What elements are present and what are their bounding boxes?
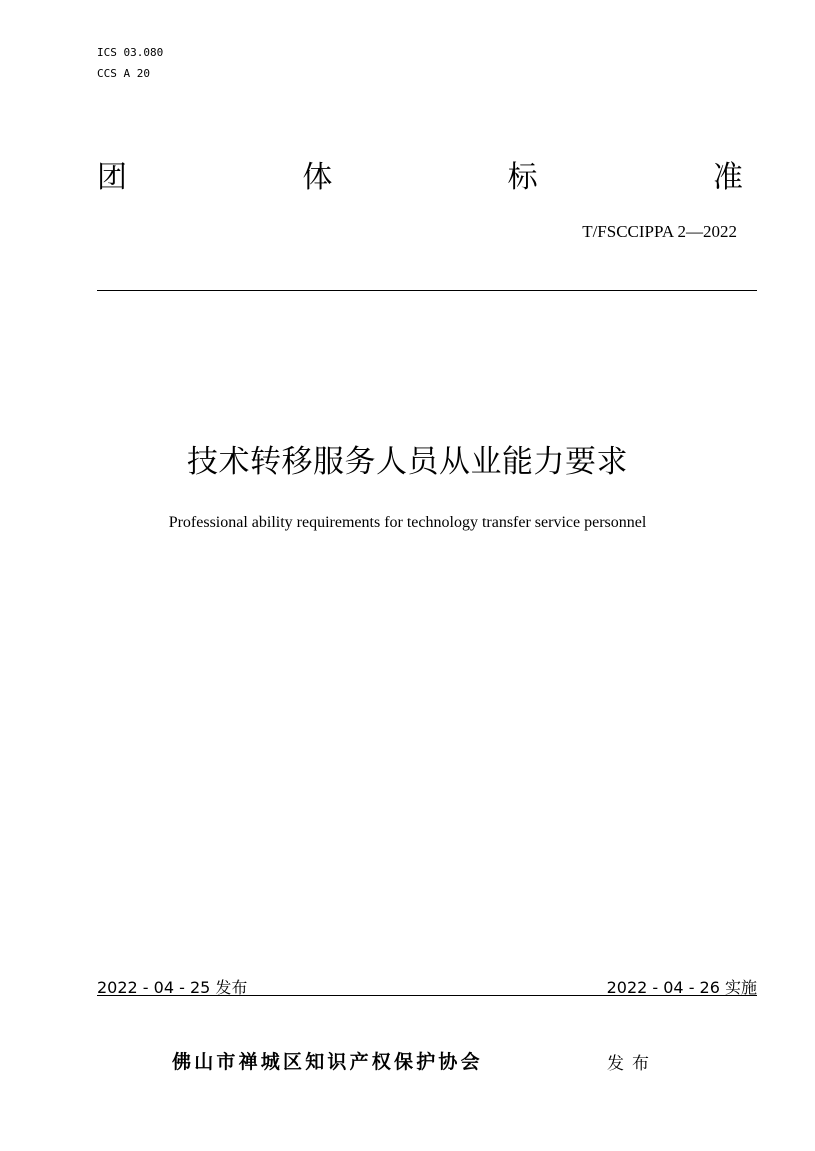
implementation-date: 2022 - 04 - 26 实施 bbox=[606, 978, 757, 997]
top-divider bbox=[97, 290, 757, 291]
standard-number: T/FSCCIPPA 2—2022 bbox=[582, 222, 737, 241]
publisher-label: 发布 bbox=[607, 1054, 657, 1074]
publisher-name: 佛山市禅城区知识产权保护协会 bbox=[172, 1051, 483, 1073]
standard-type-heading bbox=[97, 158, 743, 198]
bottom-divider bbox=[97, 995, 757, 996]
standard-type-char: 标 bbox=[507, 160, 538, 195]
document-title-english: Professional ability requirements for technology transfer service personnel bbox=[168, 514, 647, 531]
standard-type-char: 团 bbox=[97, 160, 127, 195]
ics-code: ICS 03.080 bbox=[97, 46, 164, 59]
publish-date: 2022 - 04 - 25 发布 bbox=[97, 978, 248, 997]
document-title-chinese: 技术转移服务人员从业能力要求 bbox=[187, 444, 628, 480]
ccs-code: CCS A 20 bbox=[97, 67, 150, 80]
standard-type-char: 准 bbox=[712, 160, 743, 195]
classification-codes bbox=[97, 42, 163, 84]
standard-type-char: 体 bbox=[302, 160, 333, 195]
